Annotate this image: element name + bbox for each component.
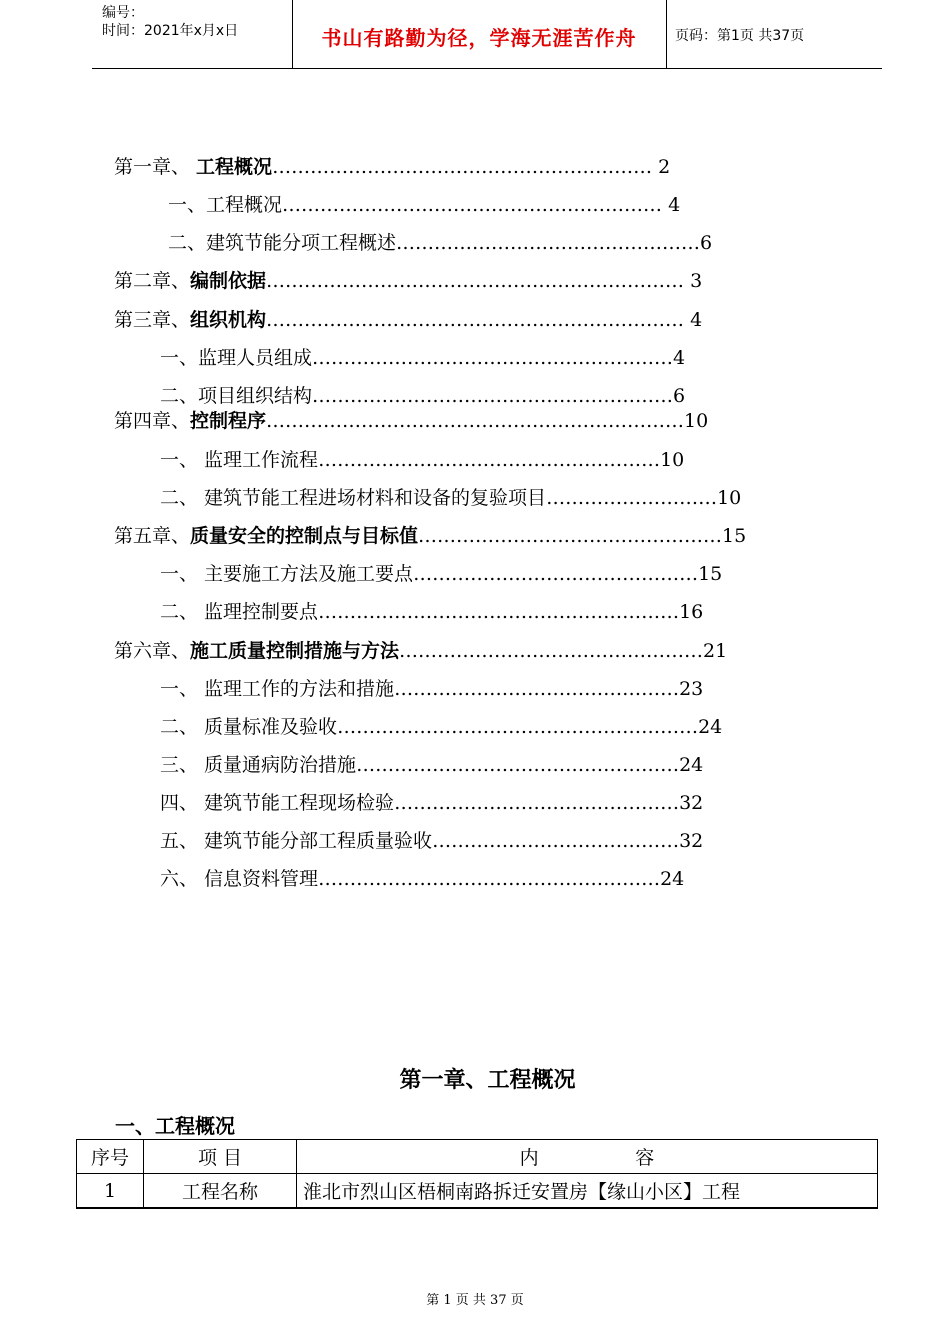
toc-page: 15	[722, 525, 747, 547]
toc-prefix: 第五章、	[114, 525, 191, 547]
toc-entry[interactable]	[114, 636, 727, 666]
toc-dots: ………………………………………………	[318, 868, 661, 890]
toc-entry[interactable]	[160, 788, 703, 818]
toc-dots: …………………………………………………………	[266, 309, 685, 331]
toc-prefix: 第三章、	[114, 309, 191, 331]
toc-title: 监理控制要点	[204, 601, 319, 623]
toc-title: 信息资料管理	[204, 868, 319, 890]
toc-title: 建筑节能分项工程概述	[206, 232, 397, 254]
toc-page: 24	[698, 716, 723, 738]
toc-prefix: 二、	[160, 716, 205, 738]
toc-entry[interactable]	[160, 712, 722, 742]
toc-prefix: 一、	[160, 678, 205, 700]
toc-dots: …………………………………………………………	[266, 410, 685, 432]
toc-title: 监理工作流程	[204, 449, 319, 471]
toc-page: 4	[673, 347, 686, 369]
toc-title: 工程概况	[206, 194, 283, 216]
toc-prefix: 一、	[160, 449, 205, 471]
toc-page: 32	[679, 792, 704, 814]
toc-dots: ……………………………………………………	[282, 194, 663, 216]
header-motto: 书山有路勤为径，学海无涯苦作舟	[321, 26, 637, 50]
page-footer: 第 1 页 共 37 页	[426, 1293, 524, 1308]
table-header-cell: 内 容	[297, 1140, 878, 1174]
toc-entry[interactable]	[160, 826, 703, 856]
toc-dots: ……………………………………………	[356, 754, 680, 776]
toc-page: 21	[703, 640, 728, 662]
toc-entry[interactable]	[114, 521, 746, 551]
header-divider	[666, 0, 667, 68]
toc-page: 24	[660, 868, 685, 890]
toc-prefix: 二、	[160, 487, 205, 509]
toc-dots: …………………………………………	[399, 640, 704, 662]
page-header	[92, 0, 882, 69]
number-label: 编号：	[102, 5, 144, 21]
toc-dots: …………………………………………………	[312, 347, 674, 369]
toc-dots: ………………………………………	[413, 563, 699, 585]
table-cell: 工程名称	[144, 1174, 297, 1209]
toc-title: 监理人员组成	[198, 347, 313, 369]
project-info-table	[76, 1139, 878, 1209]
toc-dots: ………………………………………	[394, 678, 680, 700]
toc-title: 建筑节能工程现场检验	[204, 792, 395, 814]
toc-page: 15	[698, 563, 723, 585]
toc-prefix: 第二章、	[114, 270, 191, 292]
toc-entry[interactable]	[160, 750, 703, 780]
toc-dots: …………………………………………………	[318, 601, 680, 623]
table-header-row	[77, 1140, 878, 1174]
toc-page: 10	[684, 410, 709, 432]
toc-page: 16	[679, 601, 704, 623]
toc-page: 10	[717, 487, 742, 509]
toc-prefix: 六、	[160, 868, 205, 890]
toc-entry[interactable]	[168, 190, 680, 220]
toc-entry[interactable]	[114, 266, 702, 296]
toc-dots: …………………………………………………	[312, 385, 674, 407]
toc-prefix: 四、	[160, 792, 205, 814]
toc-prefix: 一、	[160, 347, 199, 369]
section-title: 一、工程概况	[115, 1114, 235, 1138]
table-cell: 淮北市烈山区梧桐南路拆迁安置房【缘山小区】工程	[297, 1174, 878, 1209]
toc-title: 主要施工方法及施工要点	[204, 563, 414, 585]
toc-entry[interactable]	[114, 152, 670, 182]
toc-page: 4	[684, 309, 703, 331]
time-label: 时间：2021年x月x日	[102, 23, 239, 39]
toc-entry[interactable]	[114, 305, 702, 335]
toc-dots: ………………………	[546, 487, 718, 509]
toc-prefix: 第四章、	[114, 410, 191, 432]
toc-title: 工程概况	[196, 156, 273, 178]
header-page-label: 页码：第1页 共37页	[675, 28, 805, 44]
toc-entry[interactable]	[114, 406, 708, 436]
toc-title: 施工质量控制措施与方法	[190, 640, 400, 662]
toc-title: 建筑节能工程进场材料和设备的复验项目	[204, 487, 547, 509]
toc-title: 控制程序	[190, 410, 267, 432]
chapter-title: 第一章、工程概况	[399, 1068, 576, 1093]
toc-title: 监理工作的方法和措施	[204, 678, 395, 700]
table-header-cell: 项 目	[144, 1140, 297, 1174]
toc-title: 质量通病防治措施	[204, 754, 357, 776]
toc-title: 质量标准及验收	[204, 716, 338, 738]
toc-page: 6	[673, 385, 686, 407]
toc-entry[interactable]	[160, 483, 741, 513]
toc-dots: ………………………………………	[394, 792, 680, 814]
toc-prefix: 二、	[160, 385, 199, 407]
toc-title: 编制依据	[190, 270, 267, 292]
table-cell: 1	[77, 1174, 144, 1209]
toc-page: 32	[679, 830, 704, 852]
toc-page: 6	[700, 232, 713, 254]
toc-page: 2	[652, 156, 671, 178]
toc-prefix: 第一章、	[114, 156, 197, 178]
table-row	[77, 1174, 878, 1209]
toc-dots: …………………………………………………	[337, 716, 699, 738]
toc-entry[interactable]	[160, 674, 703, 704]
toc-prefix: 三、	[160, 754, 205, 776]
toc-entry[interactable]	[168, 228, 712, 258]
toc-entry[interactable]	[160, 445, 684, 475]
toc-page: 24	[679, 754, 704, 776]
table-header-cell: 序号	[77, 1140, 144, 1174]
toc-dots: …………………………………	[432, 830, 680, 852]
toc-entry[interactable]	[160, 343, 685, 373]
toc-entry[interactable]	[160, 559, 722, 589]
toc-entry[interactable]	[160, 597, 703, 627]
toc-title: 质量安全的控制点与目标值	[190, 525, 419, 547]
toc-page: 4	[662, 194, 681, 216]
toc-prefix: 一、	[160, 563, 205, 585]
toc-prefix: 二、	[160, 601, 205, 623]
toc-page: 10	[660, 449, 685, 471]
toc-entry[interactable]	[160, 864, 684, 894]
toc-title: 项目组织结构	[198, 385, 313, 407]
toc-prefix: 第六章、	[114, 640, 191, 662]
toc-prefix: 五、	[160, 830, 205, 852]
toc-dots: …………………………………………………………	[266, 270, 685, 292]
toc-dots: …………………………………………	[418, 525, 723, 547]
toc-prefix: 一、	[168, 194, 207, 216]
toc-title: 组织机构	[190, 309, 267, 331]
toc-dots: …………………………………………	[396, 232, 701, 254]
toc-dots: ………………………………………………	[318, 449, 661, 471]
header-left	[102, 4, 238, 40]
toc-prefix: 二、	[168, 232, 207, 254]
toc-page: 23	[679, 678, 704, 700]
toc-title: 建筑节能分部工程质量验收	[204, 830, 433, 852]
toc-dots: ……………………………………………………	[272, 156, 653, 178]
toc-page: 3	[684, 270, 703, 292]
